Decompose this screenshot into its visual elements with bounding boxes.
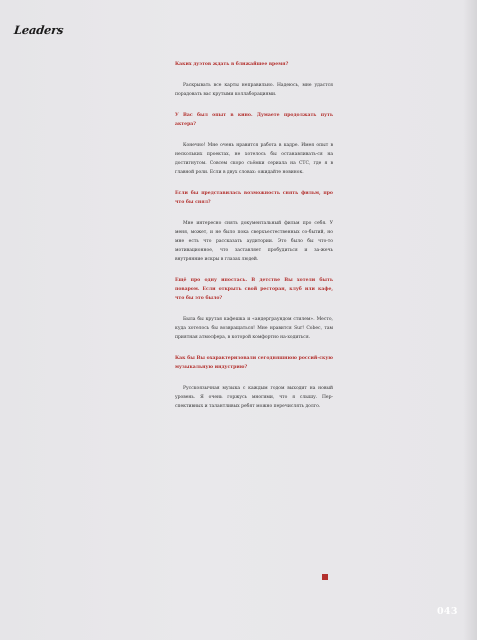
answer-1: Раскрывать все карты неправильно. Надеюсь, мне удастся порадовать вас крутыми коллаборациями. bbox=[175, 83, 333, 97]
answer-3: Мне интересно снять документальный фильм про себя. У меня, может, и не было пока сверхъестественных со-бытий, но мне есть что рассказать аудитории. Это было бы что-то мотивационное, что заставляет пробудиться и за-жечь внутрянние искры в глазах людей. bbox=[175, 221, 333, 262]
answer-5: Русскоязычная музыка с каждым годом выходит на новый уровень. Я очень горжусь многими, что я слышу. Пер-спективных и талантливых ребят можно перечислять долго. bbox=[175, 386, 333, 409]
question-5: Как бы Вы охарактеризовали сегодняшнюю россий-скую музыкальную индустрию? bbox=[175, 356, 333, 370]
question-1: Каких дуэтов ждать в ближайшее время? bbox=[175, 62, 289, 67]
answer-2: Конечно! Мне очень нравится работа в кадре. Имея опыт в нескольких проектах, не хотелось бы останавливать-ся на достигнутом. Совсем скоро съёмки сериала на СТС, где я в главной роли. Если в двух словах: ожидайте новинок. bbox=[175, 143, 333, 175]
question-4: Ещё про одну ипостась. В детстве Вы хотели быть поваром. Если открыть свой ресторан, клуб или кафе, что бы это было? bbox=[175, 278, 333, 301]
page-number: 043 bbox=[437, 606, 458, 617]
question-3: Если бы представилась возможность снять фильм, про что бы снял? bbox=[175, 191, 333, 205]
article-end-square-icon bbox=[322, 574, 328, 580]
answer-4: Была бы крутая кафешка и «андерграундом стилем». Место, куда хотелось бы возвращаться! Мне нравится Sur! Cobec, там приятная атмосфера, в которой комфортно на-ходиться. bbox=[175, 317, 333, 340]
interview-column bbox=[175, 60, 333, 411]
magazine-logo: Leaders bbox=[13, 23, 65, 37]
question-2: У Вас был опыт в кино. Думаете продолжать путь актера? bbox=[175, 113, 333, 127]
